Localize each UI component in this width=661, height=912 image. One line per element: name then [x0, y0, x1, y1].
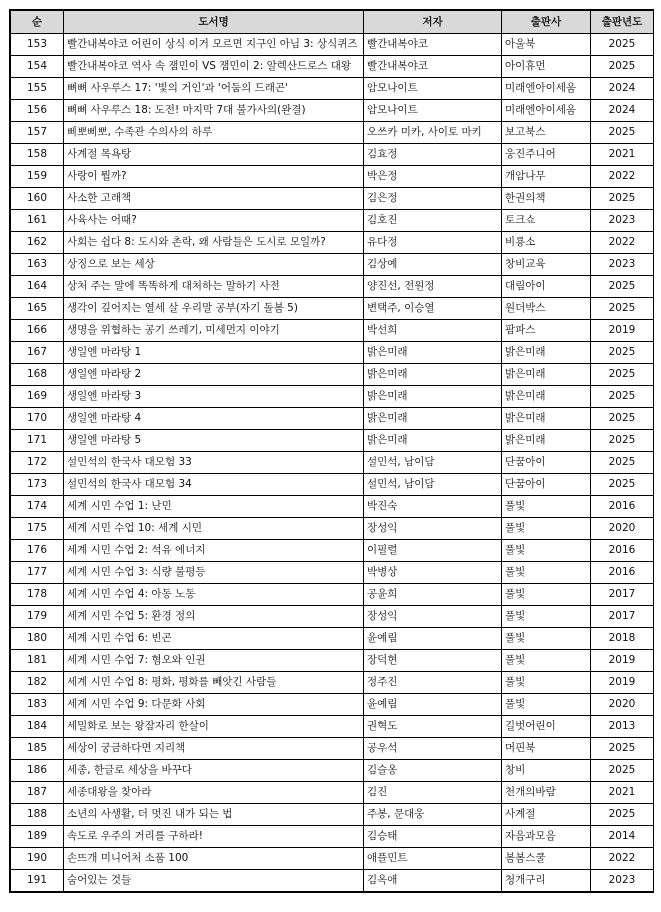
year-cell: 2024	[591, 78, 654, 100]
author-cell: 김진	[364, 782, 502, 804]
row-number-cell: 184	[11, 716, 64, 738]
year-cell: 2023	[591, 210, 654, 232]
author-cell: 밝은미래	[364, 430, 502, 452]
book-title-cell: 사육사는 어때?	[64, 210, 364, 232]
book-title-cell: 생일엔 마라탕 4	[64, 408, 364, 430]
row-number-cell: 171	[11, 430, 64, 452]
publisher-cell: 밝은미래	[502, 342, 591, 364]
book-title-cell: 사소한 고래책	[64, 188, 364, 210]
year-cell: 2025	[591, 804, 654, 826]
book-title-cell: 사계절 목욕탕	[64, 144, 364, 166]
year-cell: 2025	[591, 188, 654, 210]
book-title-cell: 설민석의 한국사 대모험 33	[64, 452, 364, 474]
author-cell: 박진숙	[364, 496, 502, 518]
author-cell: 정주진	[364, 672, 502, 694]
table-row	[11, 188, 654, 210]
table-row	[11, 628, 654, 650]
year-cell: 2025	[591, 430, 654, 452]
book-title-cell: 빨간내복야코 어린이 상식 이거 모르면 지구인 아님 3: 상식퀴즈	[64, 34, 364, 56]
publisher-cell: 풀빛	[502, 650, 591, 672]
table-row	[11, 650, 654, 672]
author-cell: 김호진	[364, 210, 502, 232]
table-row	[11, 694, 654, 716]
publisher-cell: 아이휴먼	[502, 56, 591, 78]
table-row	[11, 210, 654, 232]
year-cell: 2025	[591, 408, 654, 430]
year-cell: 2013	[591, 716, 654, 738]
author-cell: 변택주, 이승열	[364, 298, 502, 320]
year-cell: 2023	[591, 870, 654, 892]
book-title-cell: 세계 시민 수업 1: 난민	[64, 496, 364, 518]
row-number-cell: 168	[11, 364, 64, 386]
table-row	[11, 408, 654, 430]
book-title-cell: 세계 시민 수업 9: 다문화 사회	[64, 694, 364, 716]
table-row	[11, 386, 654, 408]
publisher-cell: 청개구리	[502, 870, 591, 892]
year-cell: 2017	[591, 584, 654, 606]
year-cell: 2024	[591, 100, 654, 122]
author-cell: 밝은미래	[364, 386, 502, 408]
author-cell: 빨간내복야코	[364, 56, 502, 78]
publisher-cell: 풀빛	[502, 496, 591, 518]
year-cell: 2021	[591, 144, 654, 166]
publisher-cell: 풀빛	[502, 606, 591, 628]
book-title-cell: 세계 시민 수업 7: 혐오와 인권	[64, 650, 364, 672]
table-row	[11, 298, 654, 320]
author-cell: 이필렬	[364, 540, 502, 562]
row-number-cell: 157	[11, 122, 64, 144]
publisher-cell: 풀빛	[502, 628, 591, 650]
year-cell: 2025	[591, 276, 654, 298]
year-cell: 2019	[591, 650, 654, 672]
row-number-cell: 172	[11, 452, 64, 474]
row-number-cell: 159	[11, 166, 64, 188]
publisher-cell: 길벗어린이	[502, 716, 591, 738]
publisher-cell: 풀빛	[502, 540, 591, 562]
row-number-cell: 183	[11, 694, 64, 716]
publisher-cell: 비룡소	[502, 232, 591, 254]
header-number: 순	[11, 11, 64, 34]
publisher-cell: 풀빛	[502, 562, 591, 584]
table-row	[11, 540, 654, 562]
row-number-cell: 185	[11, 738, 64, 760]
row-number-cell: 181	[11, 650, 64, 672]
book-title-cell: 사회는 쉽다 8: 도시와 촌락, 왜 사람들은 도시로 모일까?	[64, 232, 364, 254]
publisher-cell: 풀빛	[502, 518, 591, 540]
author-cell: 유다정	[364, 232, 502, 254]
book-title-cell: 세종대왕을 찾아라	[64, 782, 364, 804]
book-title-cell: 빨간내복야코 역사 속 잼민이 VS 잼민이 2: 알렉산드로스 대왕	[64, 56, 364, 78]
year-cell: 2019	[591, 672, 654, 694]
row-number-cell: 191	[11, 870, 64, 892]
author-cell: 밝은미래	[364, 342, 502, 364]
author-cell: 김슬옹	[364, 760, 502, 782]
year-cell: 2021	[591, 782, 654, 804]
row-number-cell: 160	[11, 188, 64, 210]
book-title-cell: 사랑이 뭘까?	[64, 166, 364, 188]
publisher-cell: 밝은미래	[502, 408, 591, 430]
table-row	[11, 848, 654, 870]
book-title-cell: 소년의 사생활, 더 멋진 내가 되는 법	[64, 804, 364, 826]
book-title-cell: 세밀화로 보는 왕잠자리 한살이	[64, 716, 364, 738]
year-cell: 2022	[591, 848, 654, 870]
publisher-cell: 머핀북	[502, 738, 591, 760]
table-body	[11, 34, 654, 892]
publisher-cell: 밝은미래	[502, 430, 591, 452]
row-number-cell: 164	[11, 276, 64, 298]
author-cell: 김상예	[364, 254, 502, 276]
year-cell: 2025	[591, 298, 654, 320]
publisher-cell: 아울북	[502, 34, 591, 56]
table-row	[11, 78, 654, 100]
book-title-cell: 손뜨개 미니어처 소품 100	[64, 848, 364, 870]
row-number-cell: 178	[11, 584, 64, 606]
row-number-cell: 186	[11, 760, 64, 782]
row-number-cell: 189	[11, 826, 64, 848]
row-number-cell: 179	[11, 606, 64, 628]
book-title-cell: 세계 시민 수업 5: 환경 정의	[64, 606, 364, 628]
author-cell: 김승태	[364, 826, 502, 848]
table-row	[11, 474, 654, 496]
book-title-cell: 세상이 궁금하다면 지리책	[64, 738, 364, 760]
year-cell: 2016	[591, 562, 654, 584]
year-cell: 2025	[591, 452, 654, 474]
year-cell: 2016	[591, 496, 654, 518]
year-cell: 2017	[591, 606, 654, 628]
book-title-cell: 뼈뼈 사우루스 17: '빛의 거인'과 '어둠의 드래곤'	[64, 78, 364, 100]
author-cell: 암모나이트	[364, 100, 502, 122]
publisher-cell: 풀빛	[502, 694, 591, 716]
year-cell: 2025	[591, 386, 654, 408]
table-row	[11, 232, 654, 254]
author-cell: 공윤희	[364, 584, 502, 606]
row-number-cell: 173	[11, 474, 64, 496]
table-row	[11, 738, 654, 760]
book-title-cell: 세계 시민 수업 8: 평화, 평화를 빼앗긴 사람들	[64, 672, 364, 694]
book-title-cell: 생일엔 마라탕 5	[64, 430, 364, 452]
table-row	[11, 804, 654, 826]
publisher-cell: 단꿈아이	[502, 452, 591, 474]
year-cell: 2022	[591, 232, 654, 254]
author-cell: 주봉, 문대웅	[364, 804, 502, 826]
year-cell: 2025	[591, 738, 654, 760]
book-title-cell: 세계 시민 수업 6: 빈곤	[64, 628, 364, 650]
publisher-cell: 사계절	[502, 804, 591, 826]
author-cell: 밝은미래	[364, 364, 502, 386]
author-cell: 윤예림	[364, 694, 502, 716]
publisher-cell: 창비교육	[502, 254, 591, 276]
row-number-cell: 177	[11, 562, 64, 584]
author-cell: 설민석, 남이담	[364, 452, 502, 474]
year-cell: 2018	[591, 628, 654, 650]
row-number-cell: 190	[11, 848, 64, 870]
header-publisher: 출판사	[502, 11, 591, 34]
table-row	[11, 826, 654, 848]
book-title-cell: 삐뽀삐뽀, 수족관 수의사의 하루	[64, 122, 364, 144]
row-number-cell: 180	[11, 628, 64, 650]
year-cell: 2019	[591, 320, 654, 342]
author-cell: 암모나이트	[364, 78, 502, 100]
table-row	[11, 562, 654, 584]
row-number-cell: 188	[11, 804, 64, 826]
table-row	[11, 166, 654, 188]
publisher-cell: 미래엔아이세움	[502, 100, 591, 122]
publisher-cell: 밝은미래	[502, 364, 591, 386]
table-row	[11, 452, 654, 474]
book-title-cell: 세계 시민 수업 4: 아동 노동	[64, 584, 364, 606]
book-title-cell: 상징으로 보는 세상	[64, 254, 364, 276]
book-title-cell: 세종, 한글로 세상을 바꾸다	[64, 760, 364, 782]
row-number-cell: 170	[11, 408, 64, 430]
row-number-cell: 156	[11, 100, 64, 122]
table-row	[11, 56, 654, 78]
publisher-cell: 개암나무	[502, 166, 591, 188]
author-cell: 빨간내복야코	[364, 34, 502, 56]
table-row	[11, 870, 654, 892]
book-list-table-container	[9, 9, 654, 893]
row-number-cell: 169	[11, 386, 64, 408]
row-number-cell: 187	[11, 782, 64, 804]
table-row	[11, 518, 654, 540]
publisher-cell: 웅진주니어	[502, 144, 591, 166]
table-row	[11, 34, 654, 56]
publisher-cell: 원더박스	[502, 298, 591, 320]
author-cell: 김은정	[364, 188, 502, 210]
author-cell: 권혁도	[364, 716, 502, 738]
year-cell: 2025	[591, 364, 654, 386]
table-row	[11, 100, 654, 122]
author-cell: 윤예림	[364, 628, 502, 650]
book-title-cell: 속도로 우주의 거리를 구하라!	[64, 826, 364, 848]
publisher-cell: 자음과모음	[502, 826, 591, 848]
table-row	[11, 122, 654, 144]
book-title-cell: 생명을 위협하는 공기 쓰레기, 미세먼지 이야기	[64, 320, 364, 342]
table-row	[11, 760, 654, 782]
publisher-cell: 보고북스	[502, 122, 591, 144]
author-cell: 공우석	[364, 738, 502, 760]
row-number-cell: 174	[11, 496, 64, 518]
row-number-cell: 165	[11, 298, 64, 320]
row-number-cell: 163	[11, 254, 64, 276]
table-header-row	[11, 11, 654, 34]
year-cell: 2023	[591, 254, 654, 276]
publisher-cell: 한권의책	[502, 188, 591, 210]
table-row	[11, 782, 654, 804]
publisher-cell: 봄봄스쿨	[502, 848, 591, 870]
row-number-cell: 161	[11, 210, 64, 232]
author-cell: 오쓰카 미카, 사이토 마키	[364, 122, 502, 144]
author-cell: 밝은미래	[364, 408, 502, 430]
book-title-cell: 세계 시민 수업 2: 석유 에너지	[64, 540, 364, 562]
header-title: 도서명	[64, 11, 364, 34]
author-cell: 박선희	[364, 320, 502, 342]
publisher-cell: 토크쇼	[502, 210, 591, 232]
row-number-cell: 158	[11, 144, 64, 166]
book-title-cell: 생일엔 마라탕 2	[64, 364, 364, 386]
row-number-cell: 166	[11, 320, 64, 342]
year-cell: 2025	[591, 474, 654, 496]
publisher-cell: 단꿈아이	[502, 474, 591, 496]
year-cell: 2025	[591, 56, 654, 78]
book-title-cell: 뼈뼈 사우루스 18: 도전! 마지막 7대 불가사의(완결)	[64, 100, 364, 122]
book-list-table	[10, 10, 654, 892]
book-title-cell: 세계 시민 수업 10: 세계 시민	[64, 518, 364, 540]
author-cell: 박병상	[364, 562, 502, 584]
table-row	[11, 342, 654, 364]
table-row	[11, 364, 654, 386]
publisher-cell: 미래엔아이세움	[502, 78, 591, 100]
book-title-cell: 상처 주는 말에 똑똑하게 대처하는 말하기 사전	[64, 276, 364, 298]
author-cell: 김옥애	[364, 870, 502, 892]
publisher-cell: 천개의바람	[502, 782, 591, 804]
year-cell: 2025	[591, 34, 654, 56]
author-cell: 장성익	[364, 518, 502, 540]
row-number-cell: 167	[11, 342, 64, 364]
table-row	[11, 254, 654, 276]
author-cell: 설민석, 남이담	[364, 474, 502, 496]
row-number-cell: 154	[11, 56, 64, 78]
author-cell: 양진선, 전원정	[364, 276, 502, 298]
book-title-cell: 숨어있는 것들	[64, 870, 364, 892]
table-row	[11, 144, 654, 166]
header-author: 저자	[364, 11, 502, 34]
header-year: 출판년도	[591, 11, 654, 34]
publisher-cell: 창비	[502, 760, 591, 782]
row-number-cell: 175	[11, 518, 64, 540]
table-row	[11, 672, 654, 694]
book-title-cell: 설민석의 한국사 대모험 34	[64, 474, 364, 496]
table-row	[11, 430, 654, 452]
book-title-cell: 생일엔 마라탕 3	[64, 386, 364, 408]
author-cell: 김효정	[364, 144, 502, 166]
book-title-cell: 세계 시민 수업 3: 식량 불평등	[64, 562, 364, 584]
row-number-cell: 176	[11, 540, 64, 562]
year-cell: 2025	[591, 122, 654, 144]
publisher-cell: 밝은미래	[502, 386, 591, 408]
publisher-cell: 풀빛	[502, 584, 591, 606]
row-number-cell: 153	[11, 34, 64, 56]
year-cell: 2022	[591, 166, 654, 188]
book-title-cell: 생일엔 마라탕 1	[64, 342, 364, 364]
table-row	[11, 320, 654, 342]
year-cell: 2016	[591, 540, 654, 562]
publisher-cell: 팜파스	[502, 320, 591, 342]
year-cell: 2025	[591, 760, 654, 782]
author-cell: 장성익	[364, 606, 502, 628]
row-number-cell: 162	[11, 232, 64, 254]
table-row	[11, 584, 654, 606]
author-cell: 장덕현	[364, 650, 502, 672]
book-title-cell: 생각이 깊어지는 열세 살 우리말 공부(자기 돌봄 5)	[64, 298, 364, 320]
table-row	[11, 606, 654, 628]
table-row	[11, 496, 654, 518]
table-row	[11, 276, 654, 298]
year-cell: 2020	[591, 694, 654, 716]
year-cell: 2020	[591, 518, 654, 540]
table-row	[11, 716, 654, 738]
row-number-cell: 155	[11, 78, 64, 100]
row-number-cell: 182	[11, 672, 64, 694]
author-cell: 애플민트	[364, 848, 502, 870]
year-cell: 2025	[591, 342, 654, 364]
author-cell: 박은정	[364, 166, 502, 188]
publisher-cell: 대림아이	[502, 276, 591, 298]
publisher-cell: 풀빛	[502, 672, 591, 694]
year-cell: 2014	[591, 826, 654, 848]
